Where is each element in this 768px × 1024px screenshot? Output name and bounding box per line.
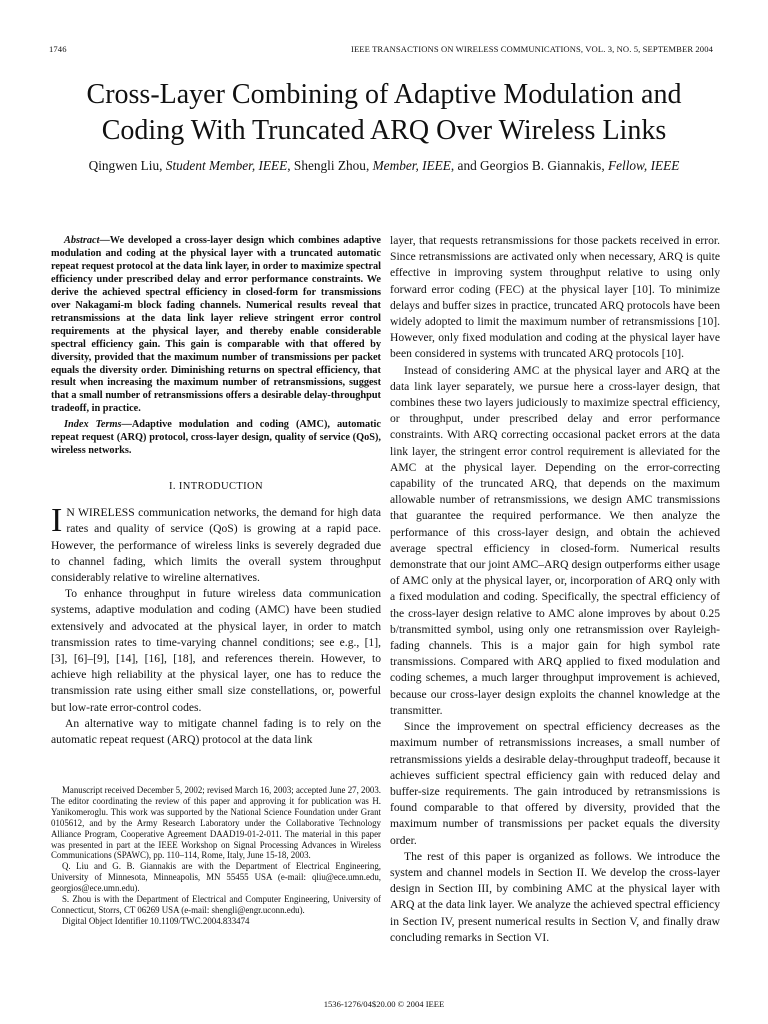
journal-header: IEEE TRANSACTIONS ON WIRELESS COMMUNICATIONS, VOL. 3, NO. 5, SEPTEMBER 2004 [350,44,713,54]
page-number: 1746 [49,44,67,54]
author-1-role: Student Member, IEEE [165,158,288,173]
left-column [51,235,381,748]
intro-paragraph-2: To enhance throughput in future wireless data communication systems, adaptive modulation and coding (AMC) have been studied extensively and advocated at the physical layer, in order to match transmission rates to time-varying channel conditions; see e.g., [1], [3], [6]–[9], [14], [16], [18], and references therein. However, to achieve high reliability at the physical layer, one has to reduce the transmission rate using either small size constellations, or, powerful but low-rate error-control codes. [51,587,381,714]
abstract-label: Abstract [64,235,100,246]
right-column [390,233,720,946]
section-heading-introduction: I. INTRODUCTION [168,481,264,493]
right-paragraph-4: The rest of this paper is organized as follows. We introduce the system and channel models in Section II. We develop the cross-layer design in Section III, by combining AMC at the physical layer with ARQ at the data link layer. We analyze the achieved spectral efficiency in Section IV, present numerical results in Section V, and finally draw concluding remarks in Section VI. [390,849,720,944]
right-paragraph-2: Instead of considering AMC at the physical layer and ARQ at the data link layer separately, we pursue here a cross-layer design, that combines these two layers judiciously to maximize spectral efficiency, or throughput, under prescribed delay and error performance constraints. With ARQ correcting occasional packet errors at the data link layer, the stringent error control requirement is alleviated for the AMC at the physical layer. Depending on the error-correcting capability of the truncated ARQ, that depends on the maximum allowable number of retransmissions, we design AMC transmissions that guarantee the required performance. We then analyze the performance of this cross-layer design, and obtain the achieved average spectral efficiency in closed-form. Numerical results demonstrate that our joint AMC–ARQ design outperforms either usage of AMC only at the physical layer, or, incorporation of ARQ only with a fixed modulation and coding. Specifically, the spectral efficiency of the cross-layer design relative to AMC alone improves by about 0.25 b/transmitted symbol, using only one retransmission over Rayleigh-fading channels. This is a major gain for high symbol rate transmissions. Compared with ARQ applied to fixed modulation and coding schemes, a much larger throughput improvement is achieved, because our cross-layer design exploits the channel knowledge at the transmitter. [390,363,720,717]
drop-cap: I [51,502,63,540]
footnote-affiliation-1: Q. Liu and G. B. Giannakis are with the Department of Electrical Engineering, University of Minnesota, Minneapolis, MN 55455 USA (e-mail: qliu@ece.umn.edu, georgios@ece.umn.edu). [51,861,381,894]
author-3-role: Fellow, IEEE [607,158,680,173]
intro-paragraph-3: An alternative way to mitigate channel fading is to rely on the automatic repeat request (ARQ) protocol at the data link [51,716,381,747]
intro-paragraph-1-text: N WIRELESS communication networks, the demand for high data rates and quality of service (QoS) is growing at a rapid pace. However, the performance of wireless links is severely degraded due to channel fading, which limits the overall system throughput considerably relative to wireline alternatives. [51,506,381,585]
title-line-1: Cross-Layer Combining of Adaptive Modulation and [86,79,682,110]
paper-title [40,77,728,149]
author-sep-2: , and Georgios B. Giannakis, [450,158,608,173]
index-terms-label: Index Terms [64,419,122,431]
footnote-doi: Digital Object Identifier 10.1109/TWC.2004.833474 [62,915,250,926]
index-terms [51,419,381,458]
right-paragraph-1: layer, that requests retransmissions for those packets received in error. Since retransmissions are activated only when necessary, ARQ is quite effective in improving system throughput relative to using only forward error coding (FEC) at the physical layer [10]. To minimize delays and buffer sizes in practice, truncated ARQ protocols have been widely adopted to limit the maximum number of retransmissions [10]. However, only fixed modulation and coding at the physical layer have been considered in systems with truncated ARQ protocols [10]. [390,234,720,361]
footnote-manuscript: Manuscript received December 5, 2002; revised March 16, 2003; accepted June 27, 2003. The editor coordinating the review of this paper and approving it for publication was H. Yanikomeroglu. This work was supported by the National Science Foundation under Grant 0105612, and by the Army Research Laboratory under the Collaborative Technology Alliance Program, Cooperative Agreement DAAD19-01-2-011. The material in this paper was presented in part at the IEEE Workshop on Signal Processing Advances in Wireless Communications (SPAWC), pp. 110–114, Rome, Italy, June 15-18, 2003. [51,785,381,861]
footnote-affiliation-2: S. Zhou is with the Department of Electrical and Computer Engineering, University of Connecticut, Storrs, CT 06269 USA (e-mail: shengli@engr.uconn.edu). [51,894,381,915]
title-line-2: Coding With Truncated ARQ Over Wireless Links [101,115,667,146]
index-terms-text: —Adaptive modulation and coding (AMC), automatic repeat request (ARQ) protocol, cross-layer design, quality of service (QoS), wireless networks. [51,419,381,457]
right-paragraph-3: Since the improvement on spectral efficiency decreases as the maximum number of retransmissions increases, a small number of retransmissions yields a desirable delay-throughput tradeoff, because it achieves sufficient spectral efficiency gain with reduced delay and buffer-size requirements. The gain introduced by retransmissions is found comparable to that offered by diversity, provided that the maximum number of transmissions per packet equals the diversity order. [390,720,720,847]
author-2-role: Member, IEEE [372,158,451,173]
author-sep-1: , Shengli Zhou, [287,158,373,173]
author-list [40,157,728,175]
footnote [51,785,381,927]
author-1-name: Qingwen Liu, [88,158,166,173]
copyright-footer: 1536-1276/04$20.00 © 2004 IEEE [323,999,445,1009]
intro-paragraph-1 [51,502,381,586]
abstract [51,235,381,416]
abstract-text: —We developed a cross-layer design which combines adaptive modulation and coding at the physical layer with a truncated automatic repeat request protocol at the data link layer, in order to maximize spectral efficiency under prescribed delay and error performance constraints. We derive the achieved spectral efficiency in closed-form for transmissions over Nakagami-m block fading channels. Numerical results reveal that retransmissions at the data link layer relieve stringent error control requirements at the physical layer, and thereby enable considerable spectral efficiency gain. This gain is comparable with that offered by diversity, provided that the maximum number of transmissions per packet equals the diversity order. Diminishing returns on spectral efficiency, that result when increasing the maximum number of retransmissions, suggest that a small number of retransmissions offers a desirable delay-throughput tradeoff, in practice. [51,235,381,415]
running-head [49,44,713,58]
